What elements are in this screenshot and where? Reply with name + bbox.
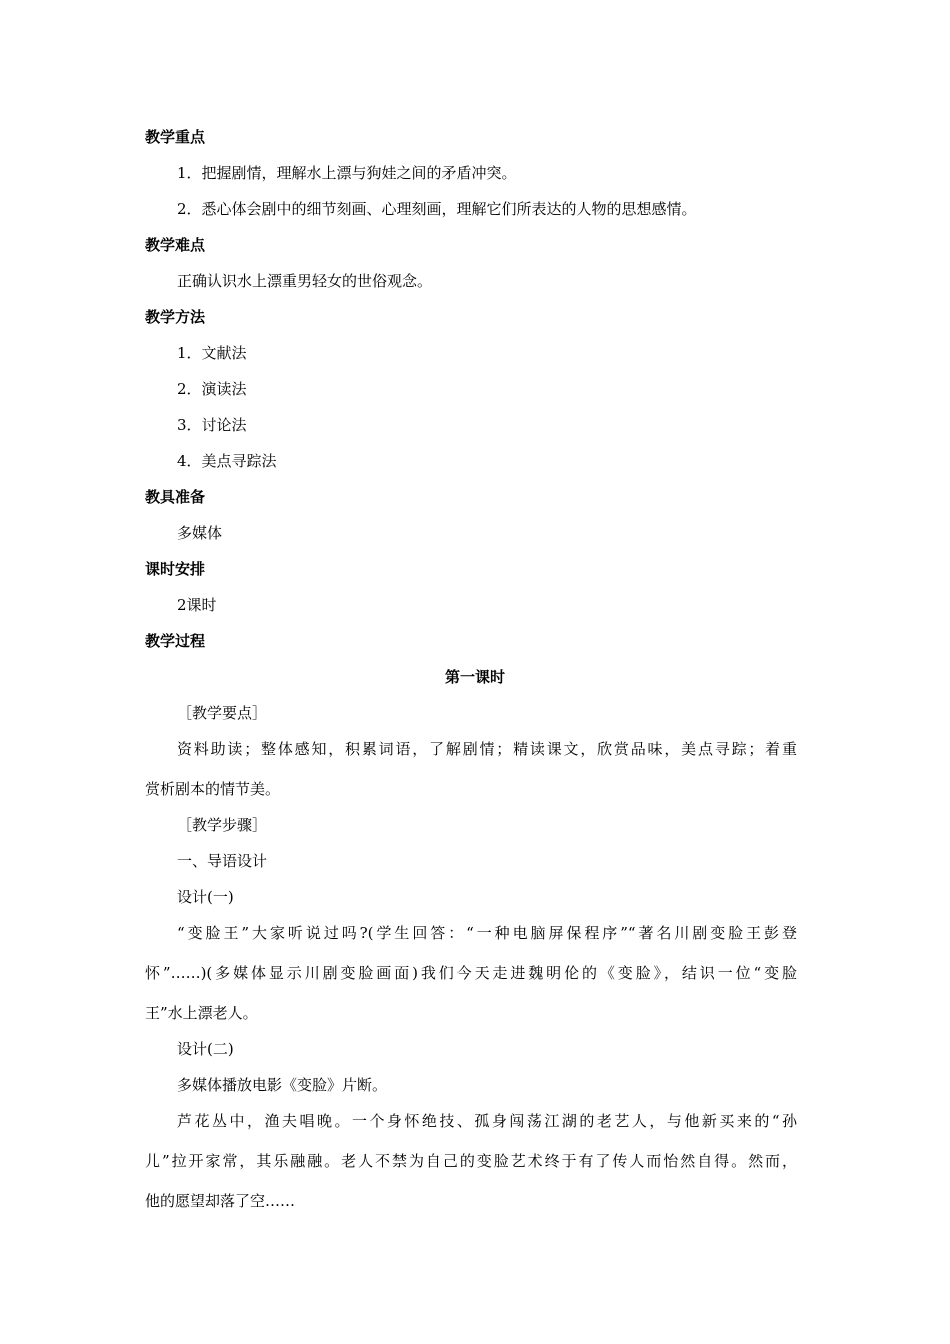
key-point-1: 1．把握剧情，理解水上漂与狗娃之间的矛盾冲突。 <box>177 164 517 182</box>
points-label: ［教学要点］ <box>177 704 268 722</box>
method-4: 4．美点寻踪法 <box>177 452 277 470</box>
steps-label: ［教学步骤］ <box>177 816 268 834</box>
tools-heading: 教具准备 <box>145 488 206 506</box>
lesson-title: 第一课时 <box>444 668 505 686</box>
design-2-para-line-1: 芦花丛中，渔夫唱晚。一个身怀绝技、孤身闯荡江湖的老艺人，与他新买来的“孙 <box>177 1112 797 1130</box>
key-points-heading: 教学重点 <box>145 128 206 146</box>
points-para-line-1: 资料助读；整体感知，积累词语，了解剧情；精读课文，欣赏品味，美点寻踪；着重 <box>177 740 797 758</box>
design-1-para-line-1: “变脸王”大家听说过吗?(学生回答：“一种电脑屏保程序”“著名川剧变脸王彭登 <box>177 924 797 942</box>
schedule-text: 2课时 <box>177 596 217 614</box>
key-point-2: 2．悉心体会剧中的细节刻画、心理刻画，理解它们所表达的人物的思想感情。 <box>177 200 697 218</box>
design-1-label: 设计(一) <box>177 888 234 906</box>
design-2-label: 设计(二) <box>177 1040 234 1058</box>
design-2-para-line-2: 儿”拉开家常，其乐融融。老人不禁为自己的变脸艺术终于有了传人而怡然自得。然而， <box>145 1152 797 1170</box>
schedule-heading: 课时安排 <box>145 560 206 578</box>
points-para-line-2: 赏析剧本的情节美。 <box>145 780 281 798</box>
difficulty-text: 正确认识水上漂重男轻女的世俗观念。 <box>177 272 433 290</box>
design-1-para-line-3: 王”水上漂老人。 <box>145 1004 258 1022</box>
step-1: 一、导语设计 <box>177 852 268 870</box>
process-heading: 教学过程 <box>145 632 206 650</box>
method-1: 1．文献法 <box>177 344 247 362</box>
difficulty-heading: 教学难点 <box>145 236 206 254</box>
design-2-text: 多媒体播放电影《变脸》片断。 <box>177 1076 388 1094</box>
tools-text: 多媒体 <box>177 524 223 542</box>
methods-heading: 教学方法 <box>145 308 206 326</box>
design-2-para-line-3: 他的愿望却落了空…… <box>145 1192 296 1210</box>
method-2: 2．演读法 <box>177 380 247 398</box>
method-3: 3．讨论法 <box>177 416 247 434</box>
design-1-para-line-2: 怀”……)(多媒体显示川剧变脸画面)我们今天走进魏明伦的《变脸》，结识一位“变脸 <box>145 964 797 982</box>
